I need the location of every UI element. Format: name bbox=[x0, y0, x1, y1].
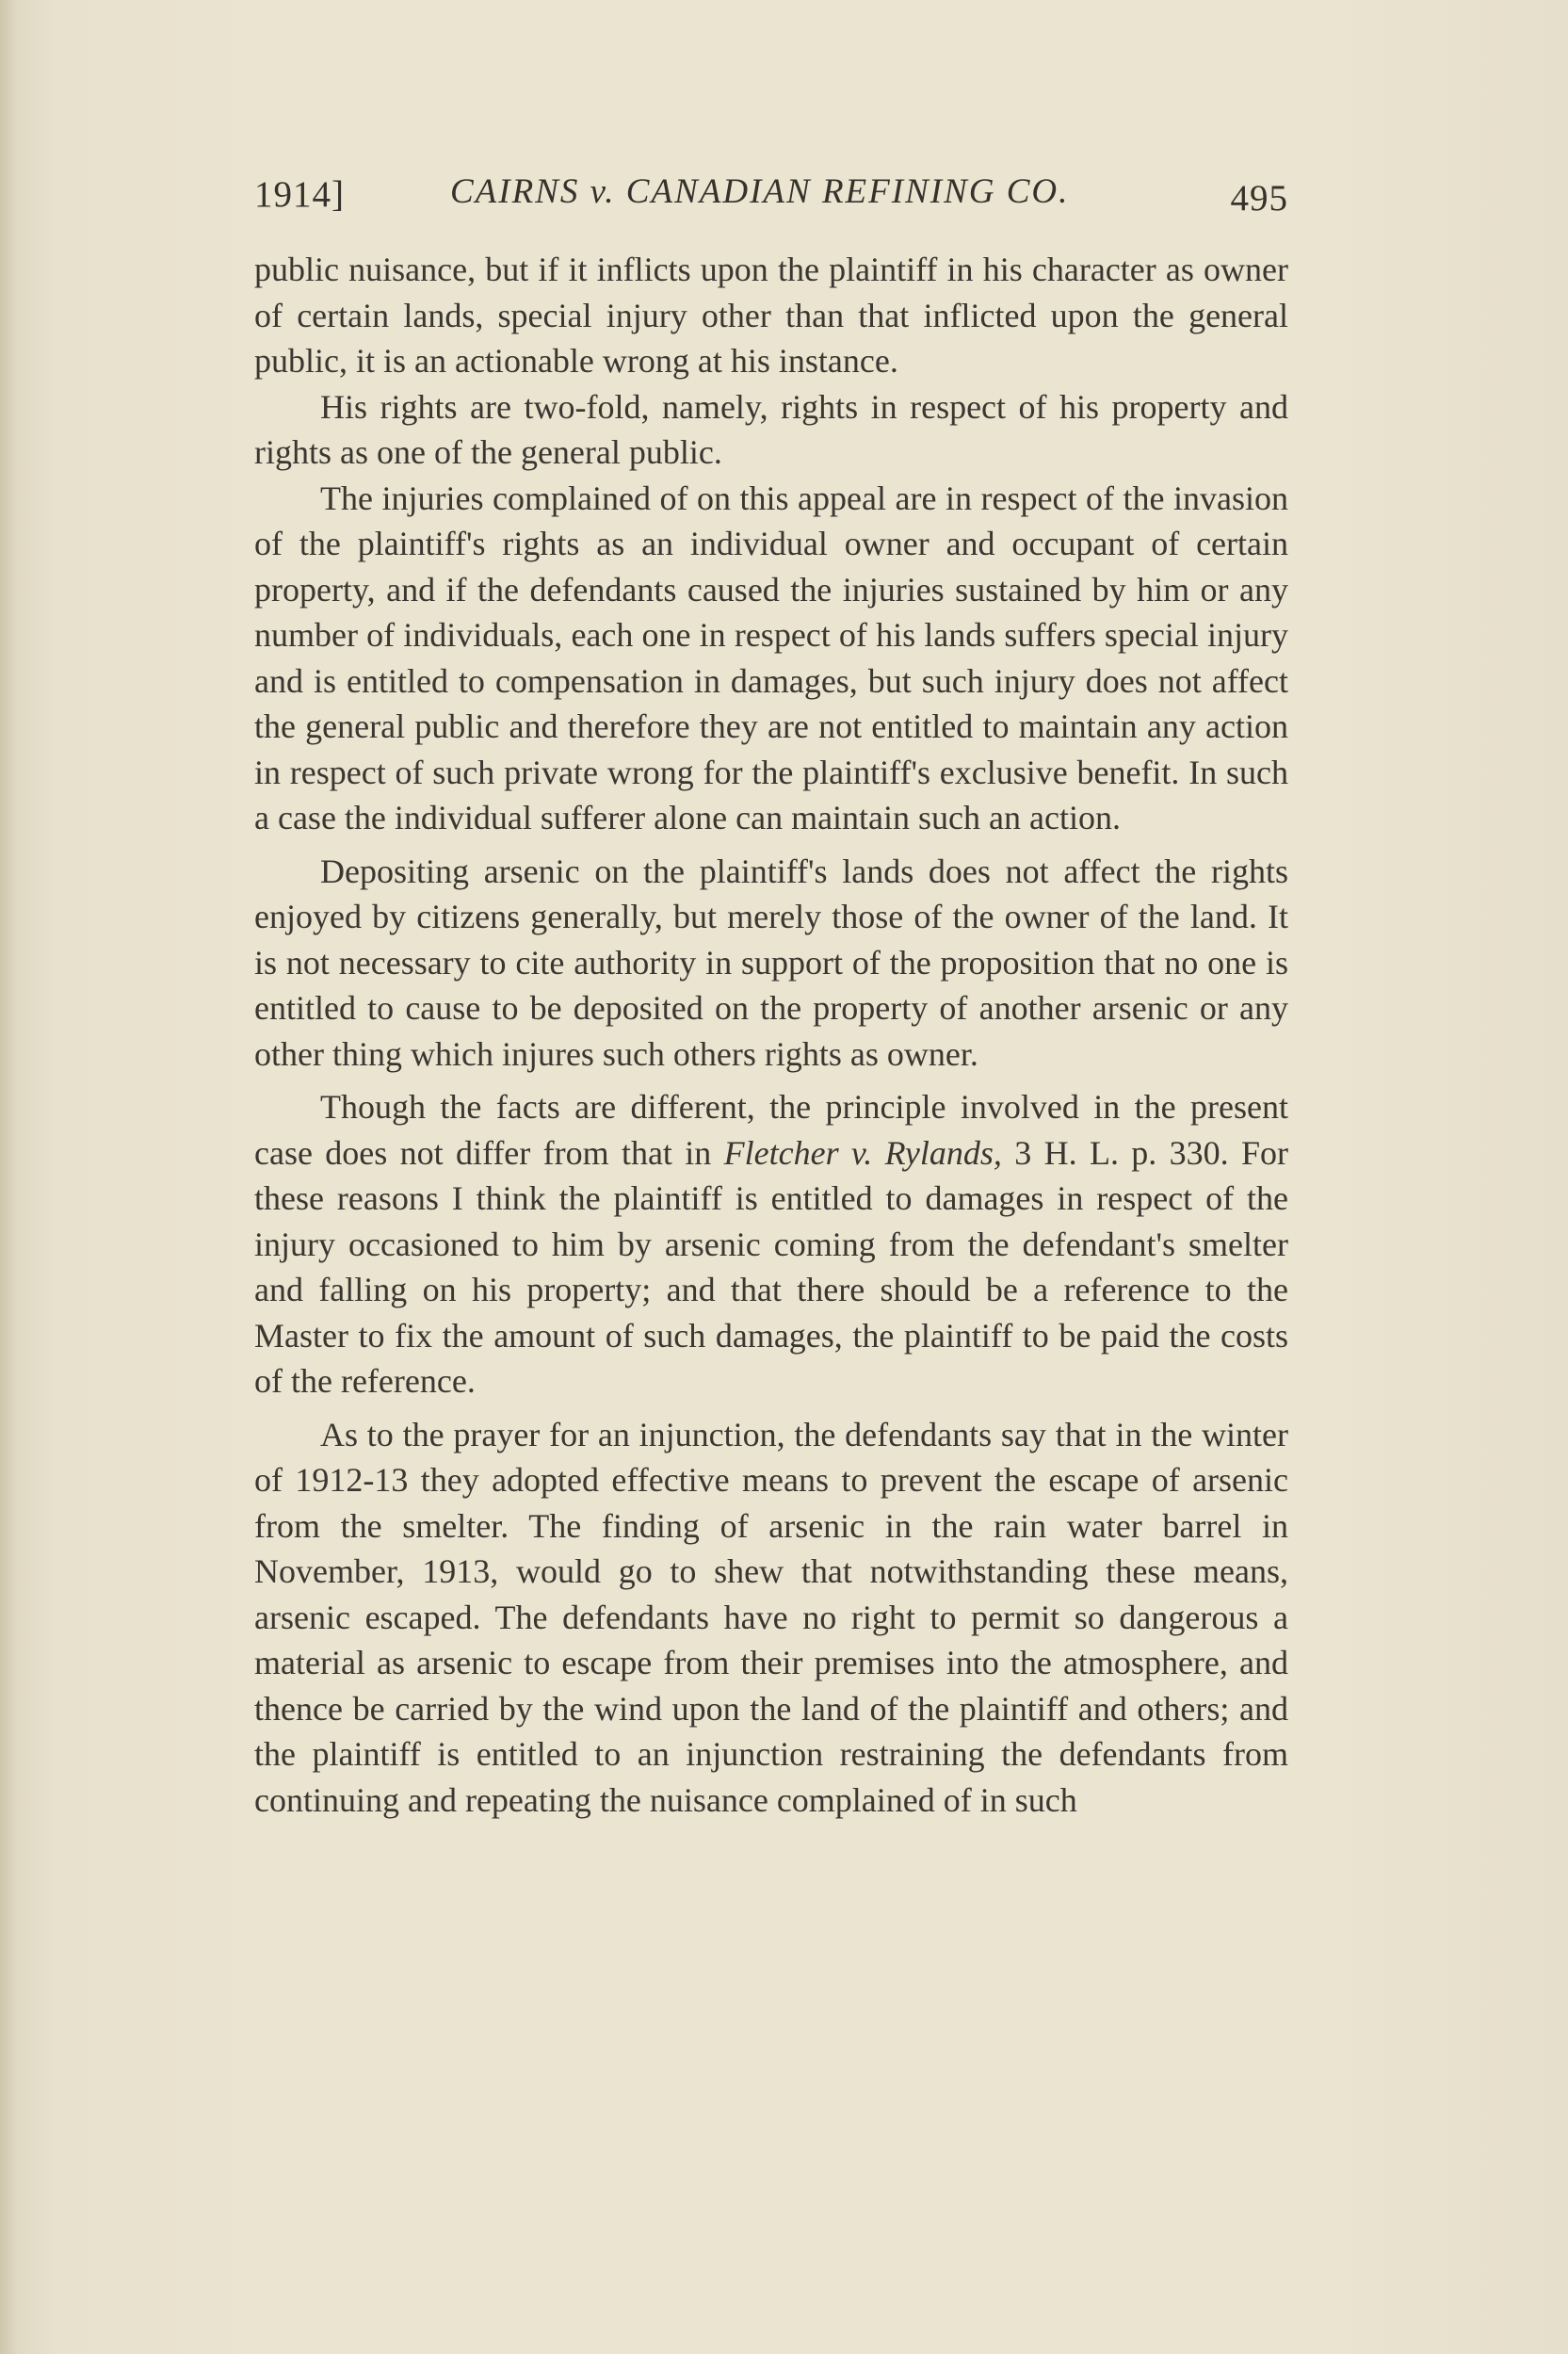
paragraph-arsenic: Depositing arsenic on the plaintiff's lands does not affect the rights enjoyed by citizens generally, but merely those of the owner of the land. It is not necessary to cite authority in support of the proposition that no one is entitled to cause to be deposited on the property of another arsenic or any other thing which injures such others rights as owner. bbox=[254, 852, 1288, 1073]
paragraph-continuation: public nuisance, but if it inflicts upon the plaintiff in his character as owner of certain lands, special injury other than that inflicted upon the general public, it is an actionable wrong at his instance. bbox=[254, 251, 1288, 380]
principle-text-a: Though the facts are different, the principle involved in the present case does not differ from that in bbox=[254, 1088, 1288, 1172]
binding-shadow bbox=[0, 0, 17, 2354]
principle-text-b: 3 H. L. p. 330. For these reasons I think the plaintiff is entitled to damages in respect of the injury occasioned to him by arsenic coming from the defendant's smelter and falling on his property; and that there should be a reference to the Master to fix the amount of such damages, the plaintiff to be paid the costs of the reference. bbox=[254, 1133, 1289, 1400]
running-header bbox=[254, 168, 1288, 224]
header-year: 1914] bbox=[254, 174, 345, 215]
header-case-title: CAIRNS v. CANADIAN REFINING CO. bbox=[450, 172, 1070, 211]
case-citation: Fletcher v. Rylands, bbox=[723, 1133, 1002, 1172]
body-text bbox=[254, 247, 1288, 1823]
paragraph-principle bbox=[254, 1084, 1288, 1404]
paragraph-injunction: As to the prayer for an injunction, the defendants say that in the winter of 1912-13 they adopted effective means to prevent the escape of arsenic from the smelter. The finding of arsenic in the rain water barrel in November, 1913, would go to shew that notwithstanding these means, arsenic escaped. The defendants have no right to permit so dangerous a material as arsenic to escape from their premises into the atmosphere, and thence be carried by the wind upon the land of the plaintiff and others; and the plaintiff is entitled to an injunction restraining the defendants from continuing and repeating the nuisance complained of in such bbox=[254, 1415, 1288, 1819]
paragraph-rights: His rights are two-fold, namely, rights in respect of his property and rights as one of the general public. bbox=[254, 387, 1288, 471]
paragraph-injuries: The injuries complained of on this appeal are in respect of the invasion of the plaintiff's rights as an individual owner and occupant of certain property, and if the defendants caused the injuries sustained by him or any number of individuals, each one in respect of his lands suffers special injury and is entitled to compensation in damages, but such injury does not affect the general public and therefore they are not entitled to maintain any action in respect of such private wrong for the plaintiff's exclusive benefit. In such a case the individual sufferer alone can maintain such an action. bbox=[254, 479, 1288, 836]
page-number: 495 bbox=[1230, 178, 1288, 219]
